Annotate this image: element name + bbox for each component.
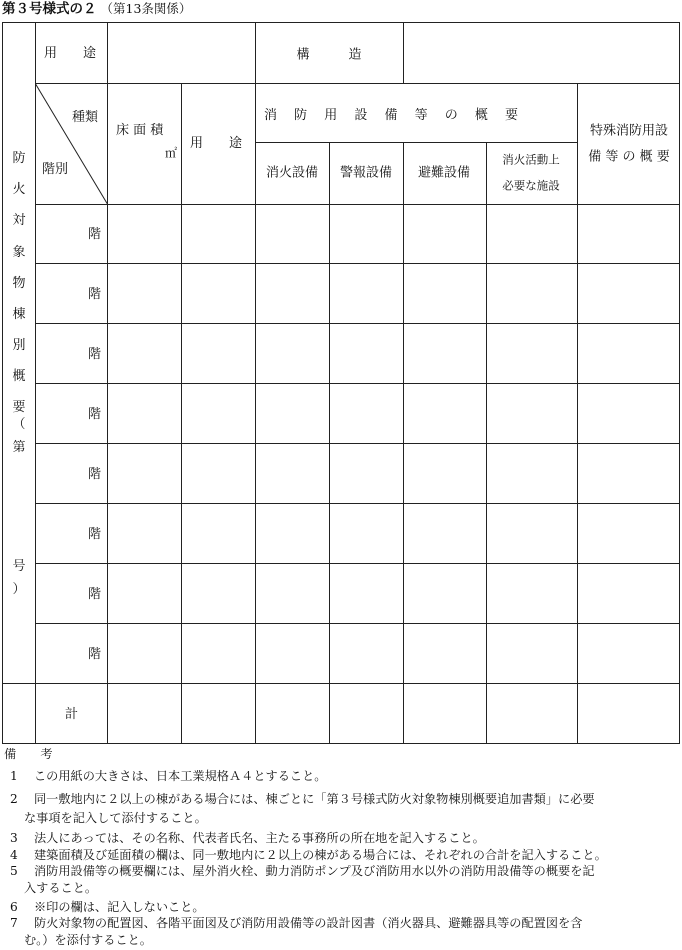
total-row-label: 計 bbox=[65, 707, 79, 722]
row-line bbox=[2, 683, 680, 684]
floor-row-label: 階 bbox=[88, 467, 102, 482]
header-special-1: 特殊消防用設 bbox=[589, 123, 669, 139]
form-number: 第３号様式の２ bbox=[2, 1, 97, 17]
row-line bbox=[35, 323, 680, 324]
side-label bbox=[2, 140, 36, 610]
row-line bbox=[35, 204, 680, 205]
floor-row-label: 階 bbox=[88, 587, 102, 602]
side-char: （ bbox=[12, 417, 26, 432]
row-line bbox=[35, 443, 680, 444]
header-shurui: 種類 bbox=[72, 110, 99, 125]
col-line bbox=[577, 83, 578, 744]
side-char: 第 bbox=[12, 440, 26, 455]
header-special-2: 備 等 の 概 要 bbox=[588, 149, 670, 165]
col-line bbox=[329, 142, 330, 744]
table-border-top bbox=[2, 22, 680, 23]
floor-row-label: 階 bbox=[88, 347, 102, 362]
row-line bbox=[35, 623, 680, 624]
header-fire-extinguishing: 消火設備 bbox=[265, 165, 319, 181]
side-char: 棟 bbox=[12, 307, 26, 322]
side-char: 火 bbox=[12, 182, 26, 197]
header-alarm: 警報設備 bbox=[339, 165, 393, 181]
floor-row-label: 階 bbox=[88, 407, 102, 422]
header-equipment-overview: 消 防 用 設 備 等 の 概 要 bbox=[264, 108, 519, 123]
col-line bbox=[403, 22, 404, 84]
header-floor-area: 床 面 積 bbox=[116, 123, 164, 138]
diagonal-line bbox=[35, 83, 108, 205]
side-char: ） bbox=[12, 582, 26, 597]
side-char: 別 bbox=[12, 338, 26, 353]
header-firefighting-2: 必要な施設 bbox=[502, 178, 560, 193]
floor-row-label: 階 bbox=[88, 527, 102, 542]
form-article: （第13条関係） bbox=[100, 1, 192, 16]
side-char: 概 bbox=[12, 369, 26, 384]
col-line bbox=[255, 22, 256, 744]
side-char: 象 bbox=[12, 245, 26, 260]
header-youto: 用 途 bbox=[44, 46, 97, 61]
row-line bbox=[35, 563, 680, 564]
row-line bbox=[35, 263, 680, 264]
table-border-bottom bbox=[2, 743, 680, 744]
side-char: 物 bbox=[12, 276, 26, 291]
header-m2-unit: ㎡ bbox=[165, 146, 178, 160]
col-line bbox=[403, 142, 404, 744]
floor-row-label: 階 bbox=[88, 647, 102, 662]
header-firefighting-1: 消火活動上 bbox=[502, 152, 560, 167]
header-kouzou: 構 造 bbox=[296, 47, 362, 63]
row-line bbox=[35, 383, 680, 384]
side-char: 防 bbox=[12, 151, 26, 166]
floor-row-label: 階 bbox=[88, 287, 102, 302]
notes-heading: 備 考 bbox=[4, 747, 59, 761]
side-char: 号 bbox=[12, 559, 26, 574]
side-char: 要 bbox=[12, 400, 26, 415]
header-kaibetsu: 階別 bbox=[42, 162, 69, 177]
col-line bbox=[181, 83, 182, 744]
row-line bbox=[35, 503, 680, 504]
header-evacuation: 避難設備 bbox=[417, 165, 471, 181]
header-youto-2: 用 途 bbox=[190, 136, 243, 151]
floor-row-label: 階 bbox=[88, 227, 102, 242]
col-line bbox=[486, 142, 487, 744]
side-char: 対 bbox=[12, 213, 26, 228]
row-line bbox=[255, 142, 577, 143]
row-line bbox=[35, 83, 680, 84]
